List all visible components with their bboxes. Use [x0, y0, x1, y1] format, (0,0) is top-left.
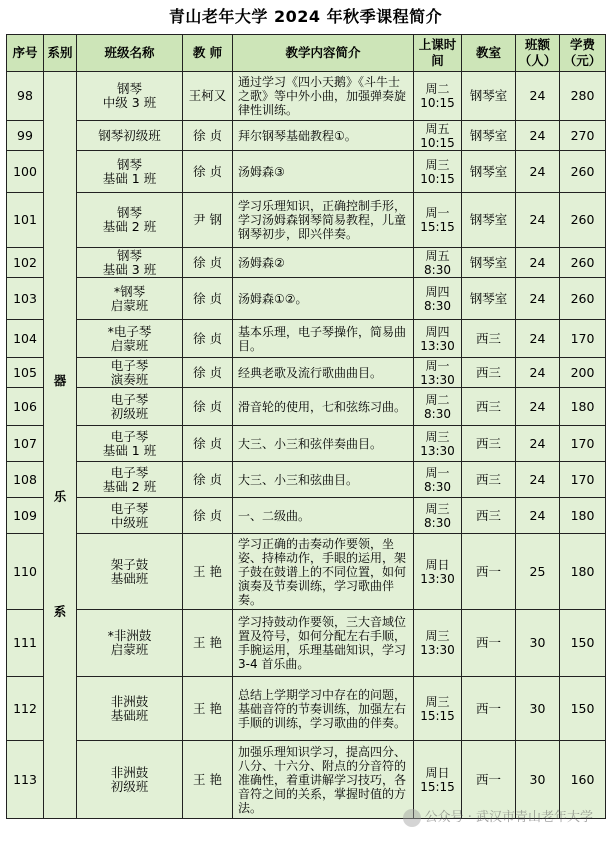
cell-seq: 113 [7, 741, 44, 819]
cell-quota: 24 [516, 193, 560, 248]
cell-seq: 107 [7, 426, 44, 462]
cell-room: 西一 [462, 610, 516, 677]
cell-quota: 24 [516, 426, 560, 462]
cell-content: 汤姆森③ [233, 151, 414, 193]
cell-quota: 30 [516, 610, 560, 677]
cell-time: 周一 15:15 [414, 193, 462, 248]
cell-seq: 106 [7, 388, 44, 426]
wechat-icon [403, 809, 421, 827]
cell-fee: 180 [560, 534, 606, 610]
cell-time: 周日 13:30 [414, 534, 462, 610]
cell-time: 周五 8:30 [414, 248, 462, 278]
cell-teacher: 徐 贞 [183, 388, 233, 426]
cell-teacher: 徐 贞 [183, 426, 233, 462]
cell-fee: 170 [560, 462, 606, 498]
cell-quota: 24 [516, 498, 560, 534]
cell-quota: 30 [516, 741, 560, 819]
cell-content: 大三、小三和弦曲目。 [233, 462, 414, 498]
cell-teacher: 王柯又 [183, 72, 233, 121]
cell-room: 钢琴室 [462, 193, 516, 248]
cell-seq: 109 [7, 498, 44, 534]
cell-time: 周二 8:30 [414, 388, 462, 426]
cell-seq: 102 [7, 248, 44, 278]
table-row [7, 320, 606, 358]
cell-quota: 24 [516, 248, 560, 278]
table-row [7, 610, 606, 677]
cell-class: 钢琴初级班 [77, 121, 183, 151]
table-row [7, 462, 606, 498]
department-char: 系 [53, 604, 67, 619]
cell-time: 周三 8:30 [414, 498, 462, 534]
table-row [7, 278, 606, 320]
cell-class: *钢琴 启蒙班 [77, 278, 183, 320]
cell-quota: 30 [516, 677, 560, 741]
cell-teacher: 徐 贞 [183, 462, 233, 498]
cell-time: 周三 10:15 [414, 151, 462, 193]
cell-seq: 101 [7, 193, 44, 248]
cell-class: *非洲鼓 启蒙班 [77, 610, 183, 677]
cell-class: 电子琴 基础 2 班 [77, 462, 183, 498]
table-row [7, 151, 606, 193]
header-dept: 系别 [44, 35, 77, 72]
header-content: 教学内容简介 [233, 35, 414, 72]
cell-class: 钢琴 中级 3 班 [77, 72, 183, 121]
cell-time: 周一 8:30 [414, 462, 462, 498]
cell-room: 钢琴室 [462, 121, 516, 151]
cell-teacher: 徐 贞 [183, 248, 233, 278]
cell-fee: 280 [560, 72, 606, 121]
cell-fee: 170 [560, 426, 606, 462]
cell-fee: 170 [560, 320, 606, 358]
cell-room: 西一 [462, 741, 516, 819]
header-teacher: 教 师 [183, 35, 233, 72]
cell-teacher: 徐 贞 [183, 320, 233, 358]
watermark-text: 公众号 · 武汉市青山老年大学 [424, 810, 593, 825]
cell-room: 西三 [462, 358, 516, 388]
cell-teacher: 王 艳 [183, 610, 233, 677]
cell-class: 电子琴 初级班 [77, 388, 183, 426]
cell-content: 大三、小三和弦伴奏曲目。 [233, 426, 414, 462]
cell-room: 钢琴室 [462, 72, 516, 121]
header-room: 教室 [462, 35, 516, 72]
cell-content: 学习乐理知识，正确控制手形，学习汤姆森钢琴简易教程，儿童钢琴初步，即兴伴奏。 [233, 193, 414, 248]
cell-content: 经典老歌及流行歌曲曲目。 [233, 358, 414, 388]
table-row [7, 426, 606, 462]
cell-content: 汤姆森② [233, 248, 414, 278]
table-row [7, 193, 606, 248]
cell-quota: 24 [516, 388, 560, 426]
cell-class: 电子琴 演奏班 [77, 358, 183, 388]
table-row [7, 498, 606, 534]
cell-content: 通过学习《四小天鹅》《斗牛士之歌》等中外小曲，加强弹奏旋律性训练。 [233, 72, 414, 121]
cell-seq: 111 [7, 610, 44, 677]
cell-class: 非洲鼓 基础班 [77, 677, 183, 741]
cell-seq: 105 [7, 358, 44, 388]
cell-fee: 260 [560, 193, 606, 248]
header-fee: 学费（元） [560, 35, 606, 72]
cell-seq: 103 [7, 278, 44, 320]
cell-quota: 25 [516, 534, 560, 610]
table-row [7, 121, 606, 151]
cell-quota: 24 [516, 320, 560, 358]
header-seq: 序号 [7, 35, 44, 72]
cell-class: 电子琴 基础 1 班 [77, 426, 183, 462]
cell-teacher: 王 艳 [183, 677, 233, 741]
cell-teacher: 徐 贞 [183, 278, 233, 320]
cell-seq: 98 [7, 72, 44, 121]
cell-teacher: 王 艳 [183, 534, 233, 610]
course-table [6, 34, 606, 819]
table-row [7, 388, 606, 426]
cell-room: 西三 [462, 426, 516, 462]
department-cell [44, 72, 77, 819]
cell-class: 钢琴 基础 2 班 [77, 193, 183, 248]
cell-fee: 150 [560, 677, 606, 741]
cell-content: 学习正确的击奏动作要领，坐姿、持棒动作，手眼的运用，架子鼓在鼓谱上的不同位置，如何演奏及节奏训练，学习歌曲伴奏。 [233, 534, 414, 610]
cell-time: 周日 15:15 [414, 741, 462, 819]
cell-time: 周一 13:30 [414, 358, 462, 388]
cell-quota: 24 [516, 151, 560, 193]
cell-time: 周二 10:15 [414, 72, 462, 121]
cell-teacher: 徐 贞 [183, 151, 233, 193]
cell-fee: 260 [560, 151, 606, 193]
table-row [7, 72, 606, 121]
cell-time: 周四 13:30 [414, 320, 462, 358]
table-header-row [7, 35, 606, 72]
cell-quota: 24 [516, 72, 560, 121]
cell-content: 学习持鼓动作要领，三大音域位置及符号，如何分配左右手顺，手腕运用，乐理基础知识，学习 3-4 首乐曲。 [233, 610, 414, 677]
cell-class: 电子琴 中级班 [77, 498, 183, 534]
cell-class: 架子鼓 基础班 [77, 534, 183, 610]
cell-room: 西三 [462, 388, 516, 426]
header-time: 上课时间 [414, 35, 462, 72]
cell-quota: 24 [516, 358, 560, 388]
department-char: 器 [53, 373, 67, 388]
cell-fee: 260 [560, 278, 606, 320]
table-body [7, 72, 606, 819]
cell-seq: 108 [7, 462, 44, 498]
cell-fee: 160 [560, 741, 606, 819]
header-class: 班级名称 [77, 35, 183, 72]
cell-quota: 24 [516, 462, 560, 498]
cell-fee: 180 [560, 498, 606, 534]
cell-seq: 110 [7, 534, 44, 610]
cell-teacher: 王 艳 [183, 741, 233, 819]
header-quota: 班额（人） [516, 35, 560, 72]
cell-fee: 180 [560, 388, 606, 426]
cell-quota: 24 [516, 121, 560, 151]
table-row [7, 534, 606, 610]
cell-room: 西三 [462, 462, 516, 498]
cell-class: 非洲鼓 初级班 [77, 741, 183, 819]
department-char: 乐 [53, 489, 67, 504]
cell-room: 西三 [462, 498, 516, 534]
cell-class: *电子琴 启蒙班 [77, 320, 183, 358]
cell-teacher: 徐 贞 [183, 498, 233, 534]
cell-fee: 150 [560, 610, 606, 677]
cell-seq: 99 [7, 121, 44, 151]
cell-seq: 112 [7, 677, 44, 741]
cell-content: 基本乐理，电子琴操作，简易曲目。 [233, 320, 414, 358]
cell-teacher: 尹 钢 [183, 193, 233, 248]
cell-room: 西一 [462, 677, 516, 741]
cell-teacher: 徐 贞 [183, 358, 233, 388]
cell-time: 周三 13:30 [414, 426, 462, 462]
cell-seq: 100 [7, 151, 44, 193]
cell-class: 钢琴 基础 1 班 [77, 151, 183, 193]
cell-time: 周五 10:15 [414, 121, 462, 151]
cell-fee: 270 [560, 121, 606, 151]
cell-content: 加强乐理知识学习，提高四分、八分、十六分、附点的分音符的准确性，着重讲解学习技巧，各音符之间的关系，掌握时值的方法。 [233, 741, 414, 819]
cell-room: 西一 [462, 534, 516, 610]
cell-fee: 260 [560, 248, 606, 278]
cell-time: 周四 8:30 [414, 278, 462, 320]
cell-room: 钢琴室 [462, 278, 516, 320]
cell-fee: 200 [560, 358, 606, 388]
cell-teacher: 徐 贞 [183, 121, 233, 151]
cell-content: 汤姆森①②。 [233, 278, 414, 320]
table-row [7, 358, 606, 388]
cell-content: 总结上学期学习中存在的问题，基础音符的节奏训练，加强左右手顺的训练，学习歌曲的伴奏。 [233, 677, 414, 741]
cell-quota: 24 [516, 278, 560, 320]
table-row [7, 248, 606, 278]
table-row [7, 677, 606, 741]
cell-room: 钢琴室 [462, 248, 516, 278]
cell-class: 钢琴 基础 3 班 [77, 248, 183, 278]
cell-time: 周三 13:30 [414, 610, 462, 677]
watermark [403, 806, 593, 827]
cell-room: 西三 [462, 320, 516, 358]
cell-content: 一、二级曲。 [233, 498, 414, 534]
cell-content: 滑音轮的使用，七和弦练习曲。 [233, 388, 414, 426]
cell-room: 钢琴室 [462, 151, 516, 193]
cell-seq: 104 [7, 320, 44, 358]
page-title: 青山老年大学 2024 年秋季课程简介 [168, 7, 443, 26]
cell-time: 周三 15:15 [414, 677, 462, 741]
cell-content: 拜尔钢琴基础教程①。 [233, 121, 414, 151]
